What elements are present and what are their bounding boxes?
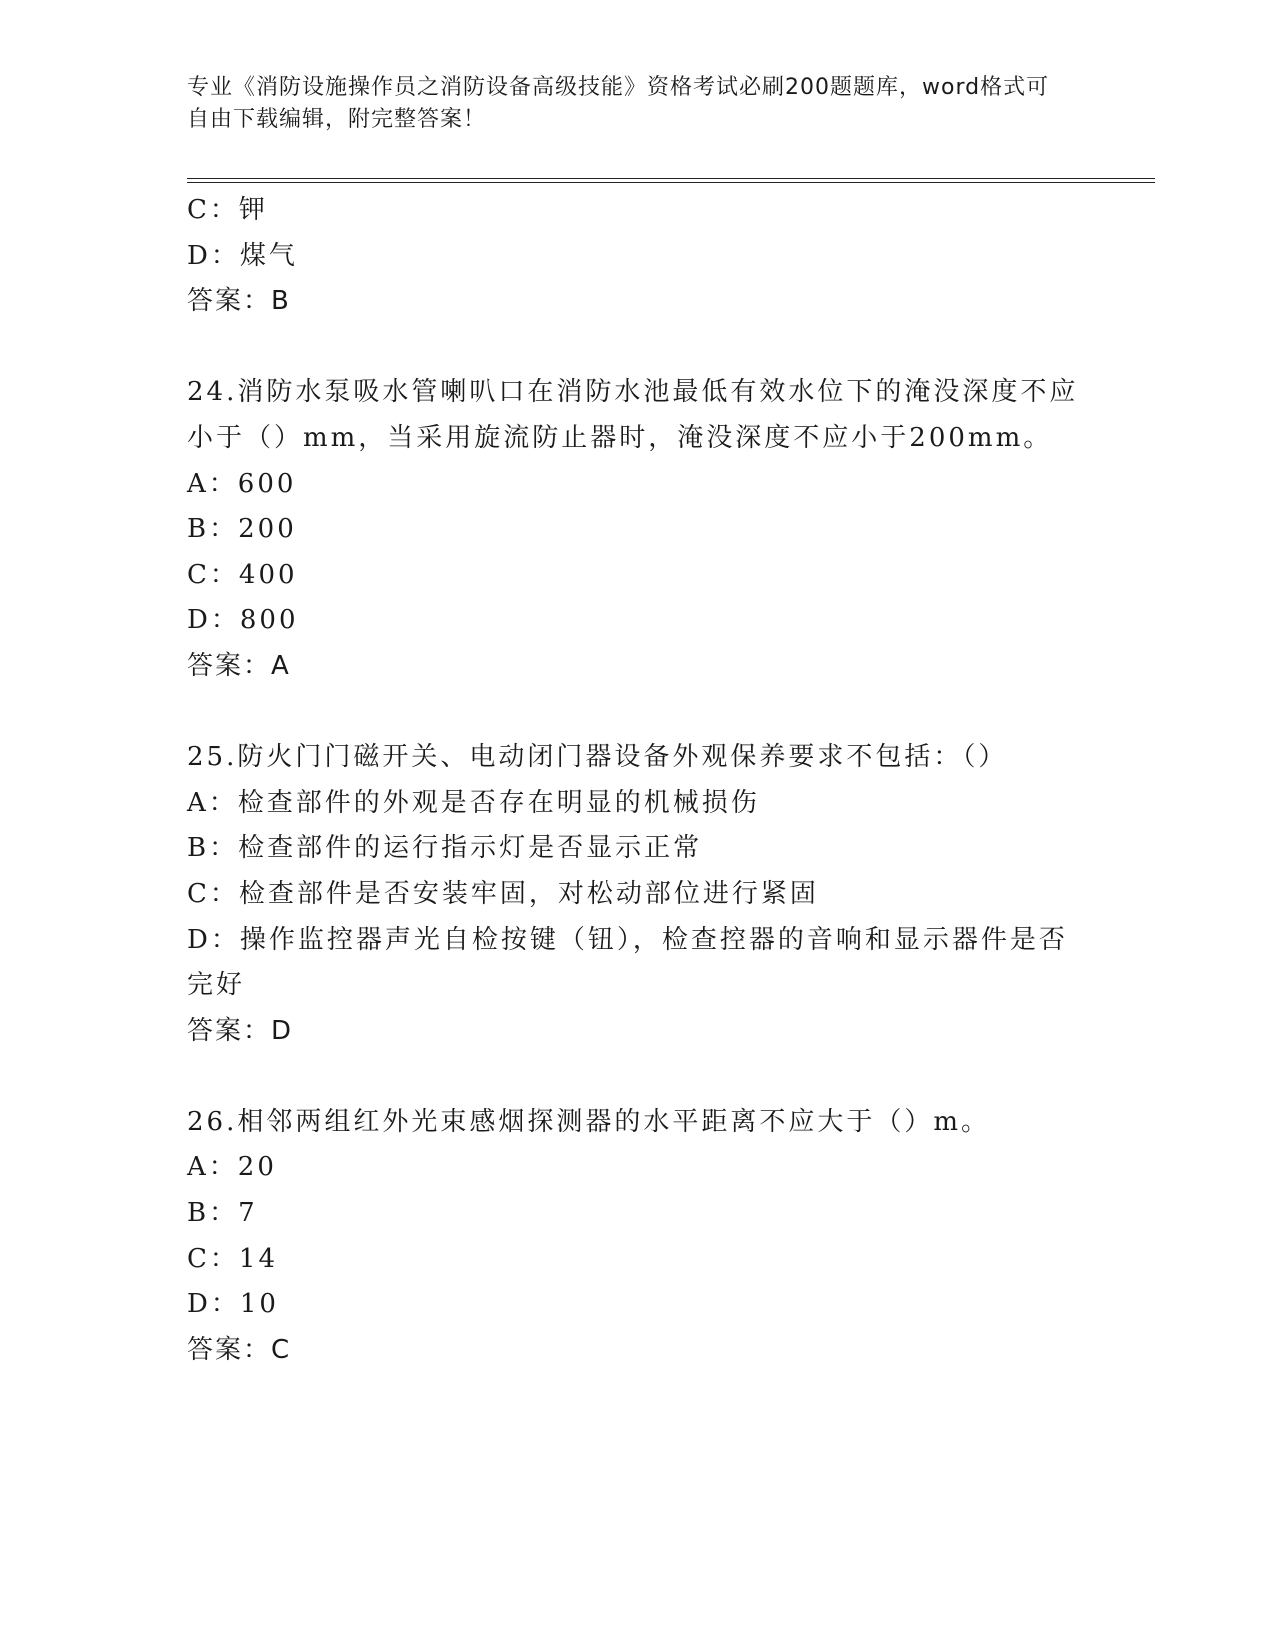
question-stem: 26.相邻两组红外光束感烟探测器的水平距离不应大于（）m。 [187,1106,991,1137]
option-text: 600 [237,468,297,499]
question-content [187,188,1087,1373]
option-text: 操作监控器声光自检按键（钮），检查控器的音响和显示器件是否 [239,924,1068,955]
option-text: 7 [238,1198,258,1229]
header-rule-top [187,178,1155,179]
option-label: C： [187,1243,239,1274]
answer-line: 答案：D [187,1015,294,1046]
option-d [187,918,1087,964]
option-label: C： [187,559,239,590]
option-label: C： [187,195,239,225]
option-text: 检查部件的外观是否存在明显的机械损伤 [237,787,760,818]
option-text: 钾 [238,195,268,225]
question-stem: 25.防火门门磁开关、电动闭门器设备外观保养要求不包括：（） [187,742,1008,773]
option-label: B： [187,1198,239,1229]
option-text: 检查部件是否安装牢固，对松动部位进行紧固 [238,878,819,909]
option-b [187,826,1087,872]
option-text: 14 [238,1243,278,1274]
option-c [187,872,1087,918]
option-text: 800 [239,605,299,636]
option-c [187,188,1087,234]
option-text: 20 [237,1152,277,1183]
option-a [187,462,1087,508]
option-label: A： [187,787,238,818]
option-text: 400 [238,559,298,590]
spacer [187,325,1087,371]
option-a [187,1145,1087,1191]
answer-line: 答案：C [187,1334,292,1365]
answer-line: 答案：B [187,286,291,317]
document-header: 专业《消防设施操作员之消防设备高级技能》资格考试必刷200题题库，word格式可自由下载编辑，附完整答案！ [187,75,1050,132]
answer-line: 答案：A [187,650,291,681]
option-label: D： [187,605,240,636]
question-stem-continued: 小于（）mm，当采用旋流防止器时，淹没深度不应小于200mm。 [187,422,1053,453]
option-label: A： [187,468,238,499]
option-label: D： [187,240,240,271]
option-d [187,598,1087,644]
option-c [187,553,1087,599]
option-text: 200 [238,514,297,545]
option-label: C： [187,878,239,909]
spacer [187,1054,1087,1100]
option-label: B： [187,833,239,864]
option-b [187,507,1087,553]
option-c [187,1237,1087,1283]
option-b [187,1191,1087,1237]
option-label: A： [187,1152,238,1183]
option-d [187,1282,1087,1328]
option-a [187,781,1087,827]
option-text: 煤气 [239,240,298,271]
option-label: B： [187,514,239,545]
question-stem: 24.消防水泵吸水管喇叭口在消防水池最低有效水位下的淹没深度不应 [187,377,1079,408]
option-d [187,234,1087,280]
option-text: 检查部件的运行指示灯是否显示正常 [238,833,703,864]
option-d-continued: 完好 [187,970,246,1001]
option-text: 10 [239,1289,279,1320]
option-label: D： [187,924,240,955]
spacer [187,690,1087,736]
option-label: D： [187,1289,240,1320]
header-rule-bottom [187,182,1155,183]
